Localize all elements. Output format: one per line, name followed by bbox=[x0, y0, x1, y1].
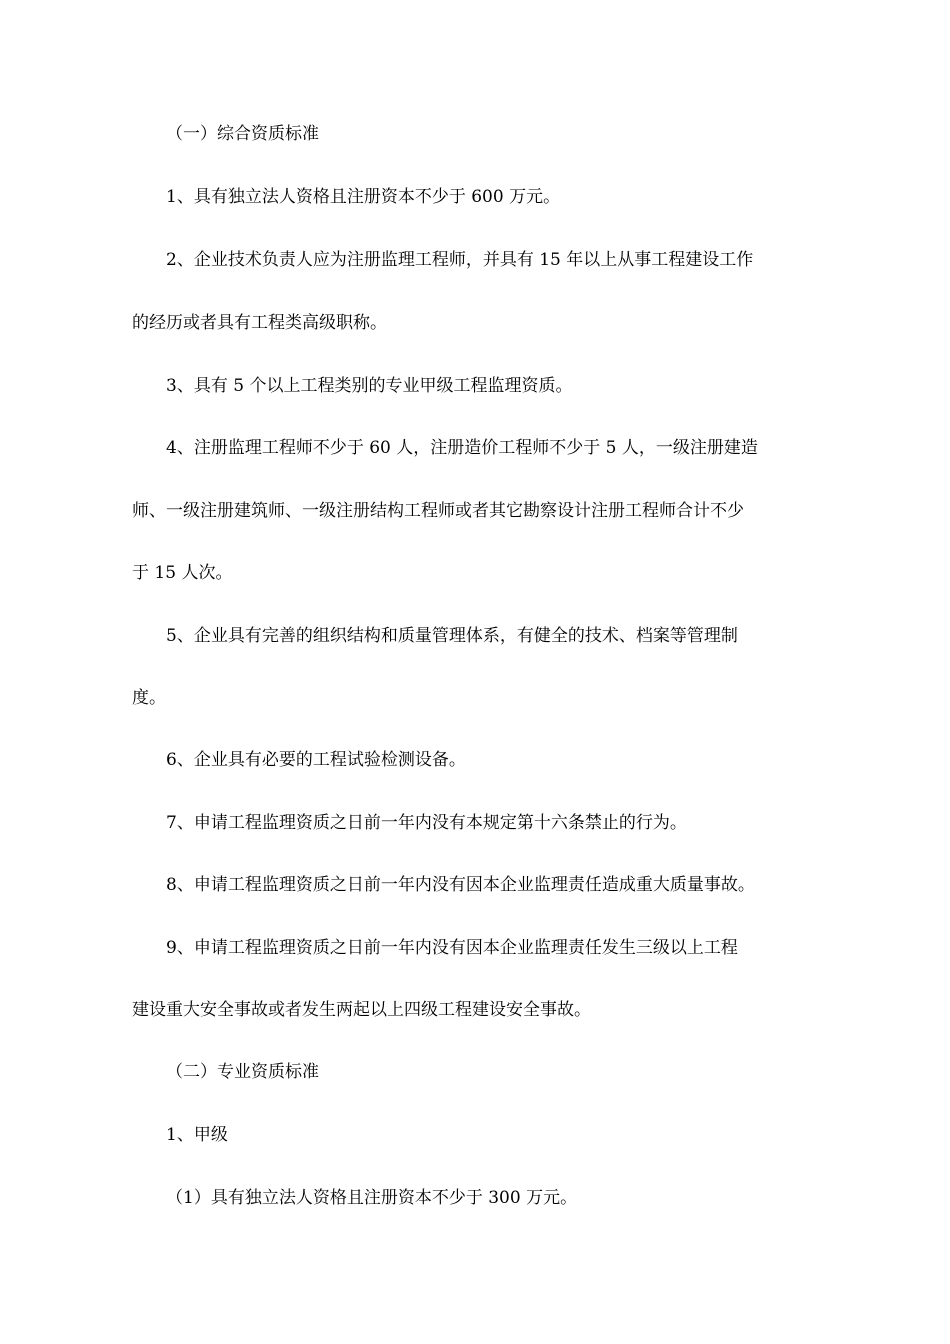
paragraph-line: 度。 bbox=[132, 688, 166, 708]
paragraph-line: 9、申请工程监理资质之日前一年内没有因本企业监理责任发生三级以上工程 bbox=[166, 938, 738, 958]
paragraph-line: 6、企业具有必要的工程试验检测设备。 bbox=[166, 750, 466, 770]
subsection-heading: 1、甲级 bbox=[166, 1125, 228, 1145]
paragraph-line: 3、具有 5 个以上工程类别的专业甲级工程监理资质。 bbox=[166, 376, 573, 396]
paragraph-line: 2、企业技术负责人应为注册监理工程师，并具有 15 年以上从事工程建设工作 bbox=[166, 250, 754, 270]
paragraph-line: 建设重大安全事故或者发生两起以上四级工程建设安全事故。 bbox=[132, 1000, 591, 1020]
paragraph-line: 4、注册监理工程师不少于 60 人，注册造价工程师不少于 5 人，一级注册建造 bbox=[166, 438, 758, 458]
paragraph-line: 师、一级注册建筑师、一级注册结构工程师或者其它勘察设计注册工程师合计不少 bbox=[132, 501, 744, 521]
paragraph-line: 1、具有独立法人资格且注册资本不少于 600 万元。 bbox=[166, 187, 561, 207]
paragraph-line: 的经历或者具有工程类高级职称。 bbox=[132, 313, 387, 333]
section-heading-comprehensive: （一）综合资质标准 bbox=[166, 124, 319, 144]
paragraph-line: 5、企业具有完善的组织结构和质量管理体系，有健全的技术、档案等管理制 bbox=[166, 626, 738, 646]
paragraph-line: 8、申请工程监理资质之日前一年内没有因本企业监理责任造成重大质量事故。 bbox=[166, 875, 755, 895]
paragraph-line: 于 15 人次。 bbox=[132, 563, 233, 583]
paragraph-line: （1）具有独立法人资格且注册资本不少于 300 万元。 bbox=[166, 1188, 578, 1208]
paragraph-line: 7、申请工程监理资质之日前一年内没有本规定第十六条禁止的行为。 bbox=[166, 813, 687, 833]
section-heading-professional: （二）专业资质标准 bbox=[166, 1062, 319, 1082]
